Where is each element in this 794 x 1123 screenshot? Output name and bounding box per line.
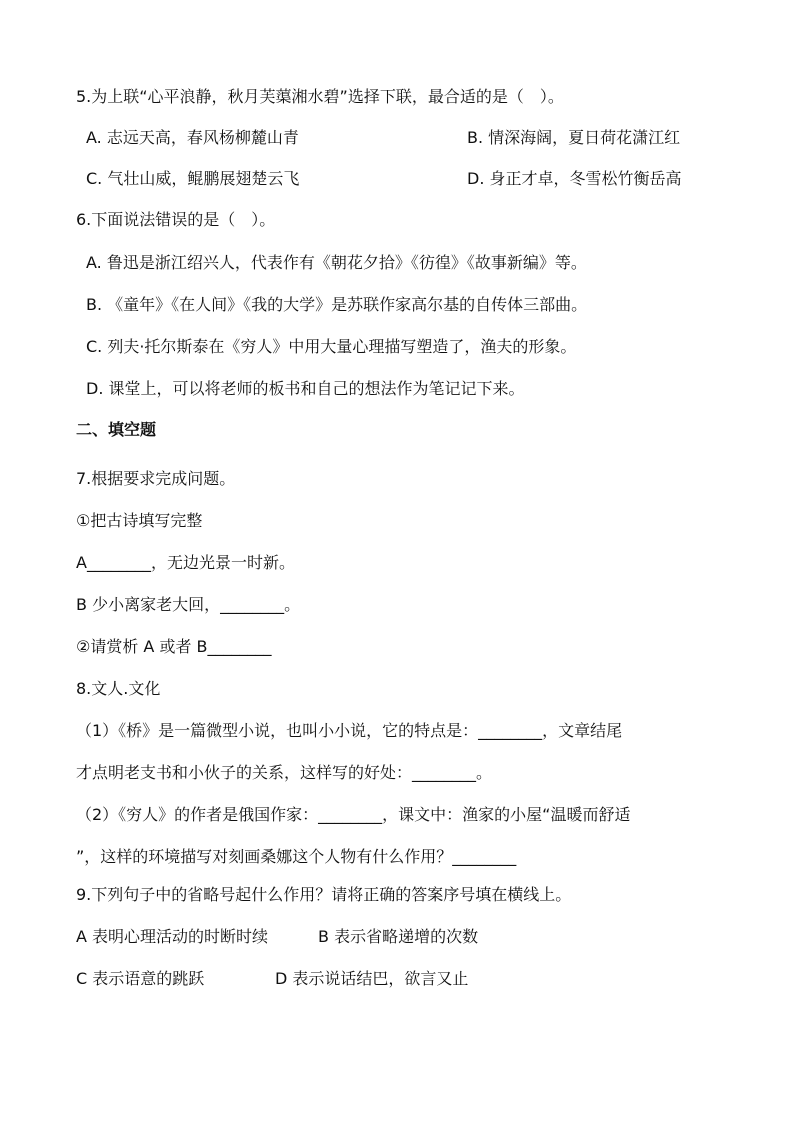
q9-option-c: C 表示语意的跳跃 (76, 969, 205, 988)
q7-line-b: B 少小离家老大回，________。 (76, 595, 301, 614)
q7-stem: 7.根据要求完成问题。 (76, 469, 236, 488)
q5-option-d: D. 身正才卓，冬雪松竹衡岳高 (467, 169, 682, 188)
q9-option-b: B 表示省略递增的次数 (318, 927, 479, 946)
q5-stem: 5.为上联“心平浪静，秋月芙蕖湘水碧”选择下联，最合适的是（ ）。 (76, 87, 564, 106)
q6-option-a: A. 鲁迅是浙江绍兴人，代表作有《朝花夕拾》《彷徨》《故事新编》等。 (86, 253, 587, 272)
q9-option-a: A 表明心理活动的时断时续 (76, 927, 269, 946)
q7-sub1: ①把古诗填写完整 (76, 511, 203, 530)
q8-part2-line2: ”，这样的环境描写对刻画桑娜这个人物有什么作用？________ (76, 847, 517, 866)
q8-part2-line1: （2）《穷人》的作者是俄国作家：________，课文中：渔家的小屋“温暖而舒适 (76, 805, 631, 824)
q7-sub2: ②请赏析 A 或者 B________ (76, 637, 272, 656)
q8-stem: 8.文人.文化 (76, 679, 161, 698)
q7-line-a: A________，无边光景一时新。 (76, 553, 295, 572)
q6-option-d: D. 课堂上，可以将老师的板书和自己的想法作为笔记记下来。 (86, 379, 525, 398)
q6-option-b: B. 《童年》《在人间》《我的大学》是苏联作家高尔基的自传体三部曲。 (86, 295, 588, 314)
q5-option-a: A. 志远天高，春风杨柳麓山青 (86, 128, 299, 147)
q6-option-c: C. 列夫·托尔斯泰在《穷人》中用大量心理描写塑造了，渔夫的形象。 (86, 337, 577, 356)
q8-part1-line1: （1）《桥》是一篇微型小说，也叫小小说，它的特点是：________，文章结尾 (76, 721, 623, 740)
q9-option-d: D 表示说话结巴，欲言又止 (275, 969, 469, 988)
section-heading-fill-blank: 二、填空题 (76, 420, 157, 439)
q9-stem: 9.下列句子中的省略号起什么作用？请将正确的答案序号填在横线上。 (76, 885, 572, 904)
q5-option-b: B. 情深海阔，夏日荷花潇江红 (467, 128, 681, 147)
q8-part1-line2: 才点明老支书和小伙子的关系，这样写的好处：________。 (76, 763, 493, 782)
q6-stem: 6.下面说法错误的是（ ）。 (76, 210, 276, 229)
q5-option-c: C. 气壮山威，鲲鹏展翅楚云飞 (86, 169, 300, 188)
